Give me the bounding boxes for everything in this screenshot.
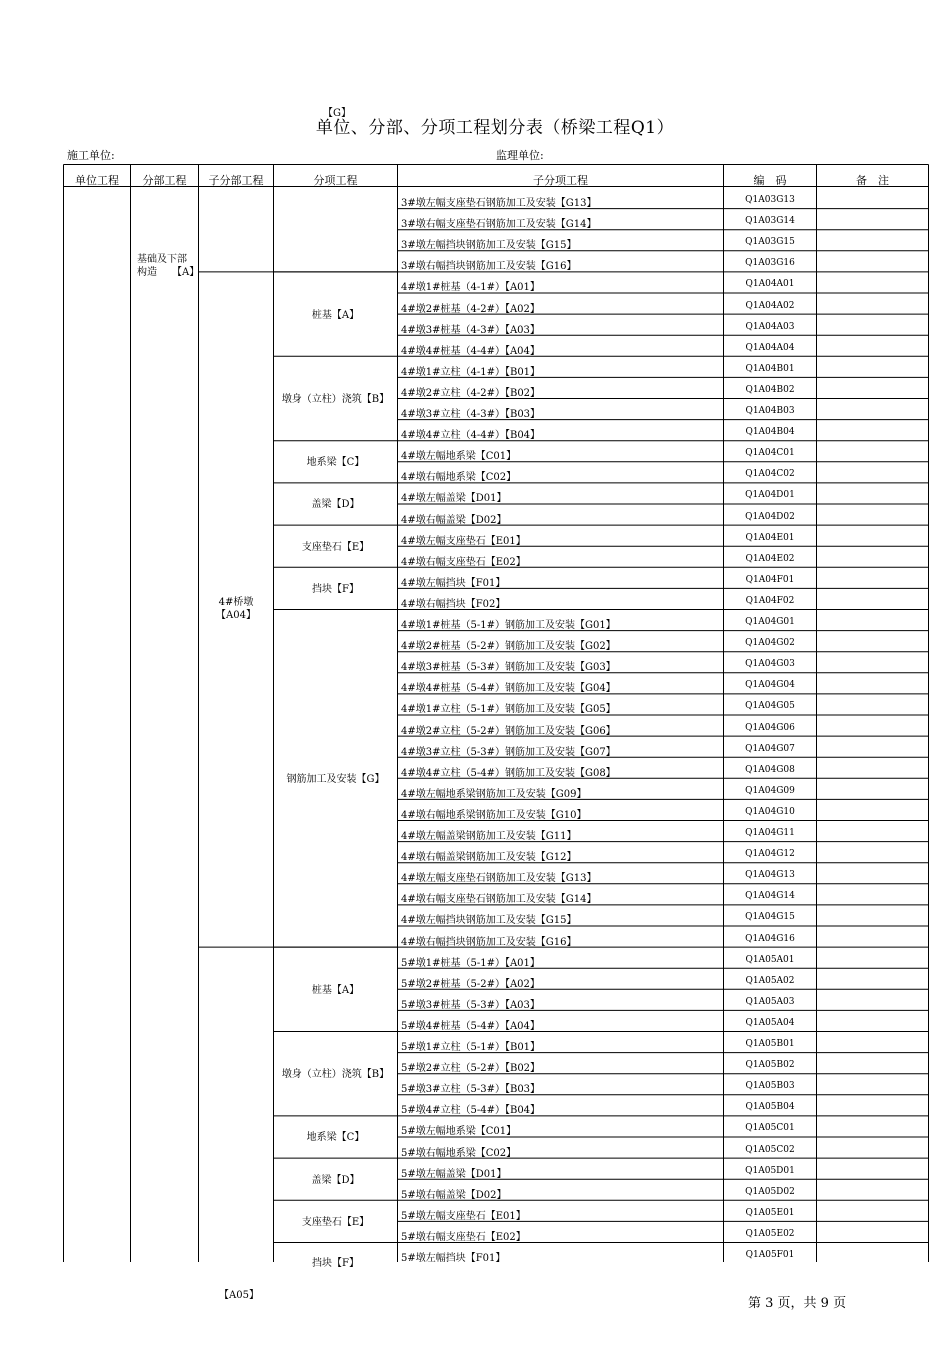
- item-label: 盖梁【D】: [311, 499, 360, 511]
- item-label: 桩基【A】: [311, 309, 360, 321]
- header-code: 编 码: [753, 174, 787, 187]
- subitem-name: 5#墩1#立柱（5-1#）【B01】: [401, 1042, 541, 1053]
- subitem-code: Q1A04F02: [745, 595, 795, 606]
- bottom-code-tag: 【A05】: [219, 1290, 259, 1301]
- subitem-code: Q1A03G15: [745, 237, 795, 248]
- subitem-code: Q1A04G16: [745, 933, 795, 944]
- subitem-name: 4#墩1#桩基（5-1#）钢筋加工及安装【G01】: [401, 620, 616, 631]
- builder-label: 施工单位:: [67, 149, 115, 162]
- division-label: 基础及下部构造 【A】: [137, 254, 200, 278]
- subitem-code: Q1A04G07: [745, 743, 795, 754]
- subitem-code: Q1A05B03: [745, 1081, 795, 1092]
- subitem-code: Q1A05A04: [745, 1017, 795, 1028]
- subitem-code: Q1A04G09: [745, 785, 795, 796]
- subitem-code: Q1A05F01: [745, 1250, 795, 1260]
- page-number: 第 3 页，共 9 页: [748, 1296, 847, 1311]
- subitem-code: Q1A04B03: [745, 406, 795, 416]
- subitem-name: 4#墩4#桩基（5-4#）钢筋加工及安装【G04】: [401, 683, 616, 695]
- subitem-name: 5#墩左幅支座垫石【E01】: [401, 1210, 526, 1222]
- subitem-name: 4#墩2#桩基（4-2#）【A02】: [401, 303, 540, 315]
- subitem-code: Q1A04A03: [745, 321, 795, 332]
- subitem-name: 4#墩右幅盖梁钢筋加工及安装【G12】: [401, 852, 577, 864]
- header-subitem: 子分项工程: [533, 174, 588, 187]
- subitem-name: 4#墩左幅支座垫石【E01】: [401, 535, 526, 547]
- subitem-code: Q1A04C01: [745, 448, 795, 459]
- subitem-code: Q1A04A04: [745, 342, 795, 353]
- subitem-code: Q1A04G10: [745, 806, 795, 817]
- subitem-name: 4#墩右幅支座垫石【E02】: [401, 556, 526, 568]
- subitem-code: Q1A04A01: [745, 279, 795, 290]
- subitem-code: Q1A05C02: [745, 1144, 795, 1155]
- subitem-name: 4#墩2#立柱（4-2#）【B02】: [401, 387, 541, 399]
- subitem-code: Q1A04G08: [745, 764, 795, 775]
- subitem-name: 5#墩2#桩基（5-2#）【A02】: [401, 978, 540, 990]
- item-label: 地系梁【C】: [306, 457, 365, 469]
- subitem-name: 5#墩右幅盖梁【D02】: [401, 1189, 507, 1201]
- item-label: 墩身（立柱）浇筑【B】: [281, 1069, 390, 1081]
- subitem-name: 4#墩右幅地系梁钢筋加工及安装【G10】: [401, 809, 587, 821]
- item-label: 钢筋加工及安装【G】: [286, 773, 385, 785]
- subitem-code: Q1A05A01: [745, 954, 795, 965]
- subitem-code: Q1A04B01: [745, 363, 795, 374]
- subdivision-4-pier: 4#桥墩【A04】: [216, 597, 256, 621]
- subitem-name: 4#墩左幅地系梁【C01】: [401, 451, 517, 463]
- header-item: 分项工程: [313, 174, 358, 187]
- supervisor-label: 监理单位:: [496, 149, 544, 162]
- subitem-name: 4#墩1#立柱（4-1#）【B01】: [401, 366, 541, 378]
- subitem-name: 4#墩右幅挡块钢筋加工及安装【G16】: [401, 936, 577, 948]
- subitem-name: 5#墩4#桩基（5-4#）【A04】: [401, 1020, 540, 1032]
- subitem-code: Q1A05B04: [745, 1102, 795, 1113]
- subitem-name: 4#墩右幅支座垫石钢筋加工及安装【G14】: [401, 894, 597, 906]
- subitem-code: Q1A04G04: [745, 680, 795, 691]
- subitem-code: Q1A03G16: [745, 258, 795, 269]
- subitem-name: 5#墩2#立柱（5-2#）【B02】: [401, 1063, 541, 1075]
- item-label: 支座垫石【E】: [301, 541, 370, 553]
- subitem-name: 4#墩2#桩基（5-2#）钢筋加工及安装【G02】: [401, 641, 616, 653]
- subitem-name: 5#墩右幅地系梁【C02】: [401, 1147, 517, 1159]
- subitem-name: 4#墩左幅盖梁【D01】: [401, 493, 507, 505]
- subitem-code: Q1A04G14: [745, 891, 795, 902]
- subitem-name: 4#墩左幅盖梁钢筋加工及安装【G11】: [401, 831, 577, 842]
- subitem-code: Q1A03G13: [745, 195, 795, 205]
- subitem-name: 3#墩左幅支座垫石钢筋加工及安装【G13】: [401, 198, 597, 209]
- subitem-code: Q1A05E01: [745, 1207, 795, 1218]
- subitem-code: Q1A04G13: [745, 870, 795, 881]
- subitem-code: Q1A05A02: [745, 975, 795, 986]
- subitem-code: Q1A04E01: [745, 532, 795, 543]
- item-label: 地系梁【C】: [306, 1132, 365, 1144]
- subitem-name: 4#墩右幅挡块【F02】: [401, 598, 506, 610]
- subitem-name: 4#墩3#桩基（5-3#）钢筋加工及安装【G03】: [401, 662, 616, 674]
- header-subdivision: 子分部工程: [208, 174, 264, 187]
- item-label: 挡块【F】: [312, 583, 359, 595]
- subitem-name: 4#墩1#立柱（5-1#）钢筋加工及安装【G05】: [401, 704, 616, 716]
- item-label: 墩身（立柱）浇筑【B】: [281, 393, 390, 405]
- subitem-name: 5#墩4#立柱（5-4#）【B04】: [401, 1105, 541, 1117]
- subitem-code: Q1A04D01: [745, 490, 795, 501]
- subitem-name: 4#墩右幅盖梁【D02】: [401, 514, 507, 526]
- subitem-code: Q1A04F01: [745, 574, 795, 585]
- page-title: 单位、分部、分项工程划分表（桥梁工程Q1）: [315, 118, 675, 138]
- subitem-name: 3#墩右幅支座垫石钢筋加工及安装【G14】: [401, 219, 597, 231]
- item-label: 盖梁【D】: [311, 1174, 360, 1186]
- subitem-code: Q1A05D02: [745, 1186, 795, 1197]
- subitem-code: Q1A03G14: [745, 216, 795, 227]
- subitem-code: Q1A05C01: [745, 1123, 795, 1134]
- subitem-name: 5#墩3#桩基（5-3#）【A03】: [401, 999, 540, 1011]
- subitem-code: Q1A04G11: [745, 828, 795, 838]
- subitem-name: 3#墩右幅挡块钢筋加工及安装【G16】: [401, 261, 577, 273]
- subitem-name: 4#墩2#立柱（5-2#）钢筋加工及安装【G06】: [401, 725, 616, 737]
- subitem-name: 5#墩左幅盖梁【D01】: [401, 1168, 507, 1180]
- subitem-code: Q1A05E02: [745, 1228, 795, 1239]
- subitem-code: Q1A04E02: [745, 553, 795, 564]
- subitem-code: Q1A05A03: [745, 996, 795, 1007]
- header-unit: 单位工程: [75, 174, 119, 187]
- subitem-code: Q1A04G02: [745, 638, 795, 649]
- item-label: 挡块【F】: [312, 1257, 359, 1269]
- subitem-code: Q1A04G05: [745, 701, 795, 712]
- subitem-name: 4#墩4#立柱（5-4#）钢筋加工及安装【G08】: [401, 767, 616, 779]
- subitem-name: 4#墩4#桩基（4-4#）【A04】: [401, 345, 540, 357]
- header-division: 分部工程: [142, 174, 187, 187]
- subitem-code: Q1A04D02: [745, 511, 795, 522]
- subitem-name: 4#墩3#桩基（4-3#）【A03】: [401, 324, 540, 336]
- subitem-code: Q1A04A02: [745, 300, 795, 311]
- subitem-name: 5#墩3#立柱（5-3#）【B03】: [401, 1084, 541, 1096]
- subitem-name: 4#墩左幅挡块【F01】: [401, 577, 506, 589]
- subitem-name: 4#墩3#立柱（5-3#）钢筋加工及安装【G07】: [401, 746, 616, 758]
- subitem-code: Q1A05B02: [745, 1060, 795, 1071]
- subitem-code: Q1A05B01: [745, 1039, 795, 1049]
- subitem-name: 5#墩左幅地系梁【C01】: [401, 1126, 517, 1138]
- subitem-name: 5#墩右幅支座垫石【E02】: [401, 1231, 526, 1243]
- subitem-code: Q1A05D01: [745, 1165, 795, 1176]
- subitem-code: Q1A04G12: [745, 849, 795, 860]
- subitem-name: 4#墩左幅地系梁钢筋加工及安装【G09】: [401, 788, 587, 800]
- subitem-name: 4#墩右幅地系梁【C02】: [401, 472, 517, 484]
- subitem-code: Q1A04C02: [745, 469, 795, 480]
- subitem-name: 4#墩3#立柱（4-3#）【B03】: [401, 409, 541, 420]
- subitem-code: Q1A04G01: [745, 617, 795, 627]
- subitem-name: 4#墩4#立柱（4-4#）【B04】: [401, 430, 541, 442]
- subitem-code: Q1A04B04: [745, 427, 795, 438]
- subitem-name: 5#墩左幅挡块【F01】: [401, 1253, 506, 1264]
- subitem-name: 5#墩1#桩基（5-1#）【A01】: [401, 957, 540, 969]
- subitem-name: 4#墩左幅支座垫石钢筋加工及安装【G13】: [401, 873, 597, 885]
- subitem-code: Q1A04G06: [745, 722, 795, 733]
- item-label: 支座垫石【E】: [301, 1216, 370, 1228]
- subitem-name: 4#墩左幅挡块钢筋加工及安装【G15】: [401, 915, 577, 927]
- header-remark: 备 注: [856, 174, 889, 187]
- subitem-name: 3#墩左幅挡块钢筋加工及安装【G15】: [401, 240, 577, 252]
- subitem-code: Q1A04B02: [745, 384, 795, 395]
- subitem-code: Q1A04G15: [745, 912, 795, 923]
- item-label: 桩基【A】: [311, 984, 360, 996]
- subitem-code: Q1A04G03: [745, 659, 795, 670]
- top-code-tag: 【G】: [323, 108, 351, 119]
- subitem-name: 4#墩1#桩基（4-1#）【A01】: [401, 282, 540, 294]
